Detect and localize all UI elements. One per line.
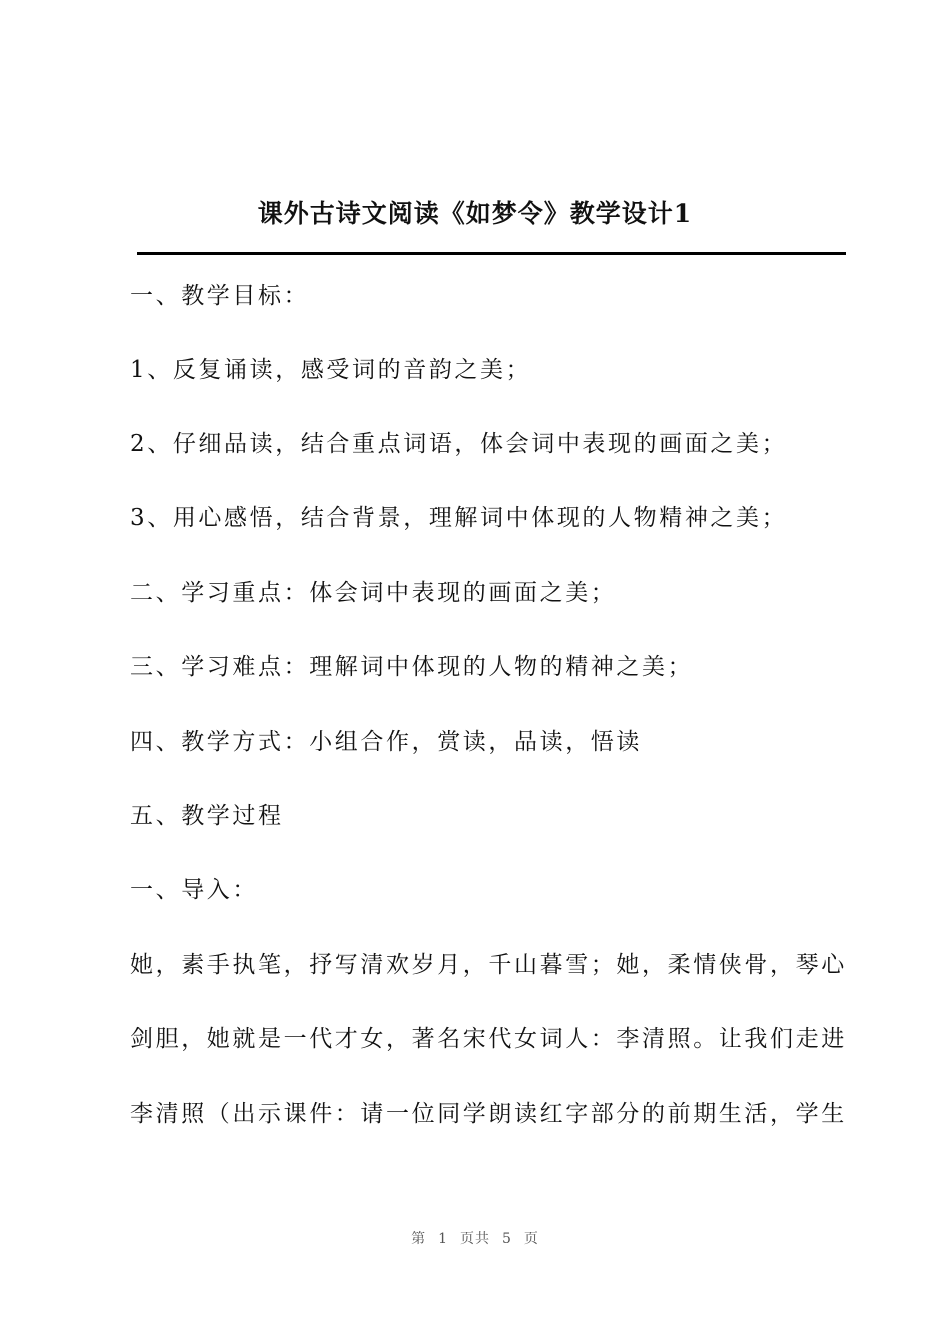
objective-item-1: 1、反复诵读，感受词的音韵之美；	[130, 357, 532, 383]
section-heading-teaching-process: 五、教学过程	[130, 803, 284, 829]
subsection-heading-introduction: 一、导入：	[130, 877, 258, 903]
paragraph-line-1: 她，素手执笔，抒写清欢岁月，千山暮雪；她，柔情侠骨，琴心	[130, 952, 847, 978]
objective-item-3: 3、用心感悟，结合背景，理解词中体现的人物精神之美；	[130, 505, 788, 531]
section-heading-teaching-method: 四、教学方式：小组合作，赏读，品读，悟读	[130, 729, 642, 755]
paragraph-line-3: 李清照（出示课件：请一位同学朗读红字部分的前期生活，学生	[130, 1101, 847, 1127]
section-heading-difficulties: 三、学习难点：理解词中体现的人物的精神之美；	[130, 654, 694, 680]
footer-page-number: 1	[438, 1231, 448, 1247]
section-heading-key-points: 二、学习重点：体会词中表现的画面之美；	[130, 580, 617, 606]
page-footer	[0, 1228, 950, 1248]
footer-label-page: 第	[411, 1231, 427, 1247]
footer-total-pages: 5	[502, 1231, 512, 1247]
document-title: 课外古诗文阅读《如梦令》教学设计1	[257, 199, 693, 228]
objective-item-2: 2、仔细品读，结合重点词语，体会词中表现的画面之美；	[130, 431, 788, 457]
footer-label-of: 页共	[460, 1231, 490, 1247]
section-heading-objectives: 一、教学目标：	[130, 283, 310, 309]
title-underline	[137, 252, 846, 255]
footer-label-pages: 页	[523, 1231, 539, 1247]
paragraph-line-2: 剑胆，她就是一代才女，著名宋代女词人：李清照。让我们走进	[130, 1026, 847, 1052]
